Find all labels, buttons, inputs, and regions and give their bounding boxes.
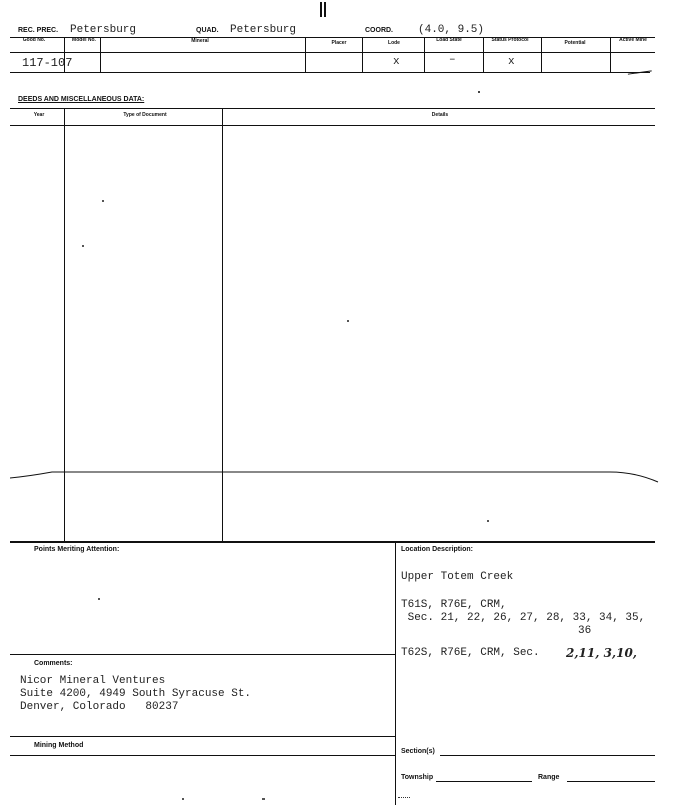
record-number: 117-107 xyxy=(22,56,73,70)
deeds-title: DEEDS AND MISCELLANEOUS DATA: xyxy=(18,96,145,103)
mining-rule-2 xyxy=(10,755,395,756)
rec-prec-label: REC. PREC. xyxy=(18,27,59,34)
top-mark xyxy=(320,2,326,17)
quad-value: Petersburg xyxy=(230,24,297,36)
speck xyxy=(182,798,184,800)
deeds-rule-header xyxy=(10,125,655,126)
location-label: Location Description: xyxy=(401,546,473,553)
comments-line-3: Denver, Colorado 80237 xyxy=(20,701,179,713)
location-line-1: Upper Totem Creek xyxy=(401,571,514,583)
col-load-state: Load State xyxy=(436,37,462,43)
comments-line-2: Suite 4200, 4949 South Syracuse St. xyxy=(20,688,252,700)
col-lode: Lode xyxy=(388,40,400,46)
deeds-details: Details xyxy=(431,112,449,118)
speck xyxy=(478,91,480,93)
speck xyxy=(487,520,489,522)
deeds-rule-bottom xyxy=(10,541,655,543)
col-potential: Potential xyxy=(564,40,586,46)
location-handwritten: 2,11, 3,10, xyxy=(566,646,637,660)
range-line[interactable] xyxy=(567,781,655,782)
location-line-3: Sec. 21, 22, 26, 27, 28, 33, 34, 35, xyxy=(401,612,646,624)
mining-rule xyxy=(10,736,395,737)
deeds-year: Year xyxy=(33,112,45,118)
col-status-protocol: Status Protocol xyxy=(491,37,529,43)
deeds-type: Type of Document xyxy=(123,112,167,118)
header-rule xyxy=(10,37,655,38)
speck xyxy=(98,598,100,600)
col-model-no: Model No. xyxy=(72,37,96,43)
lower-divider xyxy=(395,541,396,805)
coord-value: (4.0, 9.5) xyxy=(418,24,485,36)
record-load-state: – xyxy=(449,54,456,66)
township-line[interactable] xyxy=(436,781,532,782)
speck xyxy=(262,798,265,800)
location-line-5: T62S, R76E, CRM, Sec. xyxy=(401,647,540,659)
speck xyxy=(347,320,349,322)
township-label: Township xyxy=(401,774,434,781)
coord-label: COORD. xyxy=(365,27,393,34)
quad-label: QUAD. xyxy=(196,27,219,34)
location-line-2: T61S, R76E, CRM, xyxy=(401,599,507,611)
mining-label: Mining Method xyxy=(34,742,84,749)
col-good-no: Good No. xyxy=(22,37,46,43)
fold-crease xyxy=(10,464,660,486)
points-label: Points Meriting Attention: xyxy=(34,546,120,553)
col-mineral: Mineral xyxy=(191,38,209,44)
col-active-mine: Active Mine xyxy=(619,37,647,43)
location-line-4: 36 xyxy=(578,625,592,637)
sections-label: Section(s) xyxy=(401,748,435,755)
comments-line-1: Nicor Mineral Ventures xyxy=(20,675,166,687)
range-label: Range xyxy=(538,774,560,781)
column-rule xyxy=(10,52,655,53)
row-rule xyxy=(10,72,650,73)
speck xyxy=(82,245,84,247)
record-lode: x xyxy=(393,56,400,68)
speck xyxy=(398,797,410,799)
speck xyxy=(102,200,104,202)
sections-line[interactable] xyxy=(440,755,655,756)
comments-rule xyxy=(10,654,395,655)
comments-label: Comments: xyxy=(34,660,73,667)
rec-prec-value: Petersburg xyxy=(70,24,137,36)
col-placer: Placer xyxy=(331,40,347,46)
record-status-protocol: x xyxy=(508,56,515,68)
deeds-rule-top xyxy=(10,108,655,109)
